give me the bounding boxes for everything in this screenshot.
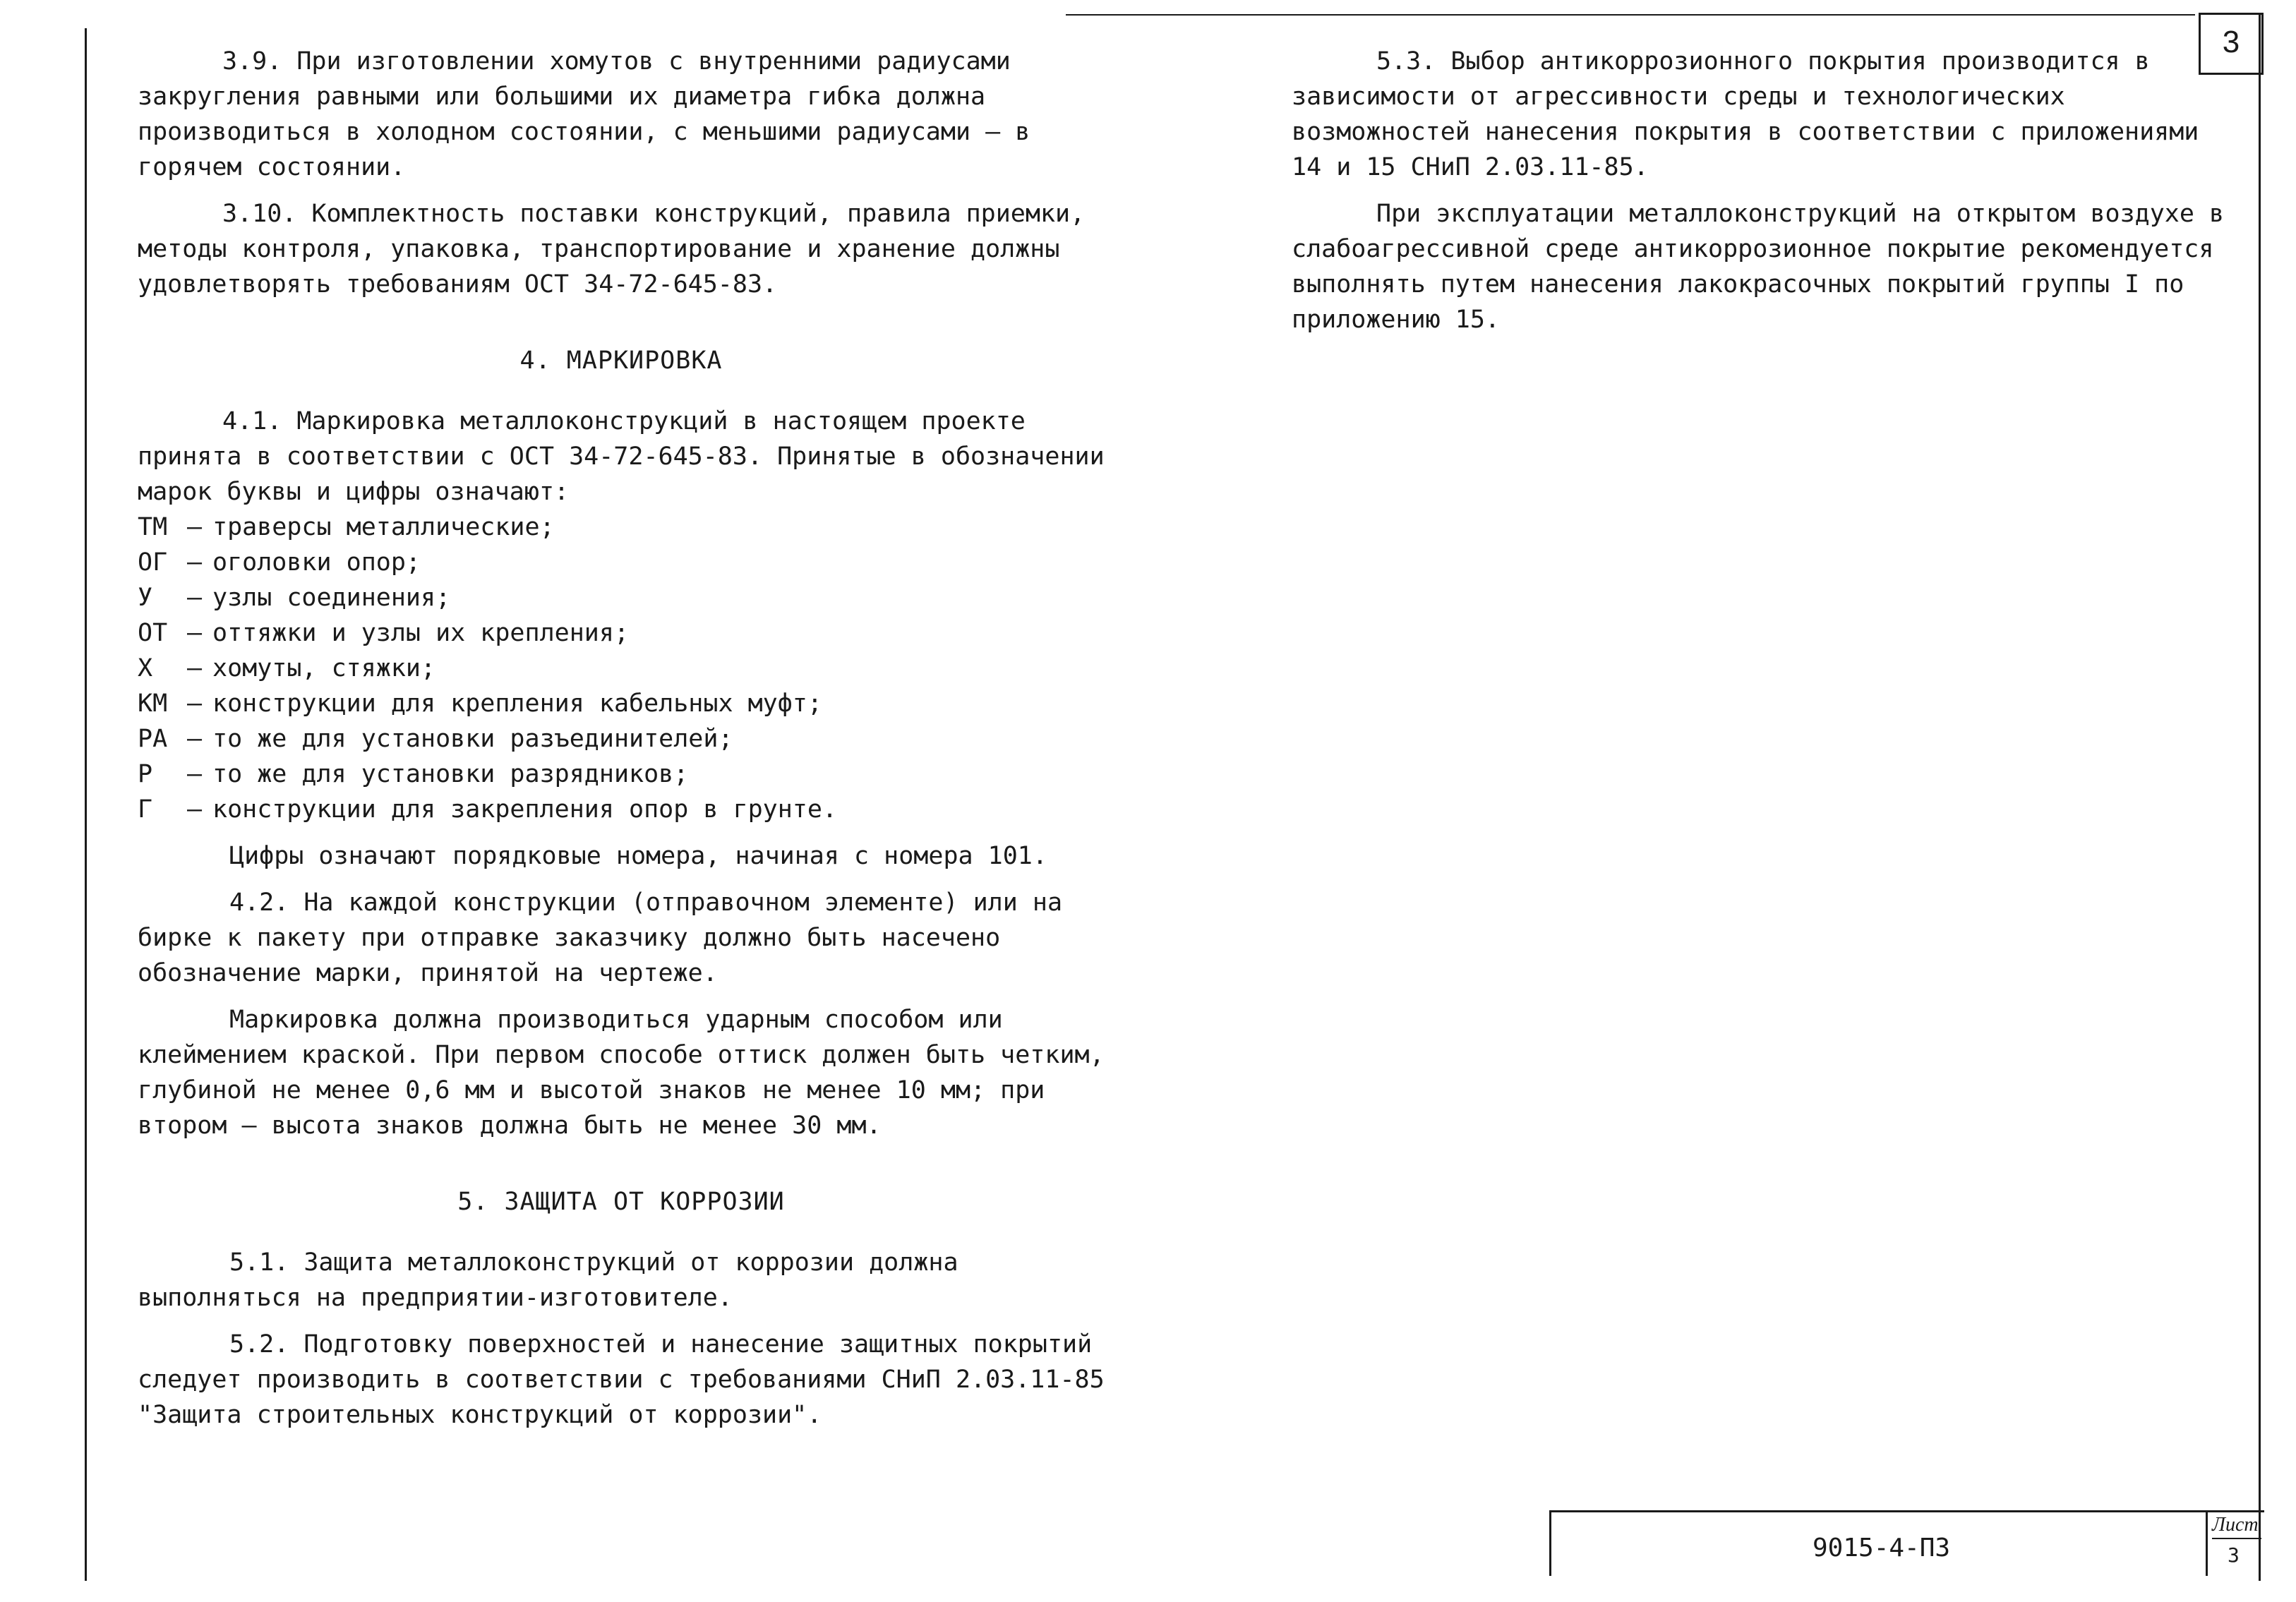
- legend-item: У – узлы соединения;: [138, 584, 451, 612]
- section-heading-corrosion: 5. ЗАЩИТА ОТ КОРРОЗИИ: [457, 1188, 785, 1216]
- legend-item: Х – хомуты, стяжки;: [138, 654, 436, 682]
- sheet-value: 3: [2228, 1543, 2240, 1567]
- right-column: [1292, 44, 2230, 349]
- paragraph-outdoor-use: При эксплуатации металлоконструкций на открытом воздухе в слабоагрессивной среде антикоррозионное покрытие рекомендуется выполнять путем нанесения лакокрасочных покрытий группы I по приложению 15.: [1292, 200, 2225, 334]
- paragraph-5-1: 5.1. Защита металлоконструкций от коррозии должна выполняться на предприятии-изготовителе.: [138, 1248, 958, 1312]
- paragraph-5-3: 5.3. Выбор антикоррозионного покрытия производится в зависимости от агрессивности среды и технологических возможностей нанесения покрытия в соответствии с приложениями 14 и 15 СНиП 2.03.11-85.: [1292, 47, 2199, 181]
- paragraph-digits: Цифры означают порядковые номера, начиная с номера 101.: [229, 842, 1047, 870]
- left-column: [138, 44, 1105, 1444]
- sheet-cell: [2206, 1512, 2264, 1576]
- legend-item: ТМ – траверсы металлические;: [138, 513, 555, 541]
- legend-item: КМ – конструкции для крепления кабельных муфт;: [138, 689, 822, 718]
- paragraph-3-9: 3.9. При изготовлении хомутов с внутренними радиусами закругления равными или большими их диаметра гибка должна производиться в холодном состоянии, с меньшими радиусами – в горячем состоянии.: [138, 47, 1030, 181]
- paragraph-4-2: 4.2. На каждой конструкции (отправочном элементе) или на бирке к пакету при отправке заказчику должно быть насечено обозначение марки, принятой на чертеже.: [138, 889, 1063, 987]
- sheet-number-box: 3: [2199, 13, 2264, 75]
- marking-legend: [138, 510, 1105, 827]
- sheet-label: Лист: [2212, 1512, 2261, 1539]
- legend-item: Р – то же для установки разрядников;: [138, 760, 689, 788]
- left-border-line: [85, 28, 87, 1581]
- paragraph-4-1: 4.1. Маркировка металлоконструкций в настоящем проекте принята в соответствии с ОСТ 34-72-645-83. Принятые в обозначении марок буквы и цифры означают:: [138, 407, 1105, 506]
- top-border-line: [1066, 14, 2195, 16]
- paragraph-3-10: 3.10. Комплектность поставки конструкций, правила приемки, методы контроля, упаковка, транспортирование и хранение должны удовлетворять требованиям ОСТ 34-72-645-83.: [138, 200, 1086, 299]
- legend-item: Г – конструкции для закрепления опор в грунте.: [138, 795, 838, 824]
- legend-item: РА – то же для установки разъединителей;: [138, 725, 733, 753]
- paragraph-5-2: 5.2. Подготовку поверхностей и нанесение защитных покрытий следует производить в соответствии с требованиями СНиП 2.03.11-85 "Защита строительных конструкций от коррозии".: [138, 1330, 1105, 1429]
- section-heading-marking: 4. МАРКИРОВКА: [519, 347, 723, 375]
- legend-item: ОГ – оголовки опор;: [138, 548, 421, 577]
- right-border-line: [2259, 14, 2261, 1581]
- title-block: [1549, 1510, 2264, 1576]
- legend-item: ОТ – оттяжки и узлы их крепления;: [138, 619, 630, 647]
- paragraph-marking-method: Маркировка должна производиться ударным способом или клеймением краской. При первом способе оттиск должен быть четким, глубиной не менее 0,6 мм и высотой знаков не менее 10 мм; при втором – высота знаков должна быть не менее 30 мм.: [138, 1006, 1105, 1140]
- document-code: 9015-4-ПЗ: [1813, 1534, 1951, 1562]
